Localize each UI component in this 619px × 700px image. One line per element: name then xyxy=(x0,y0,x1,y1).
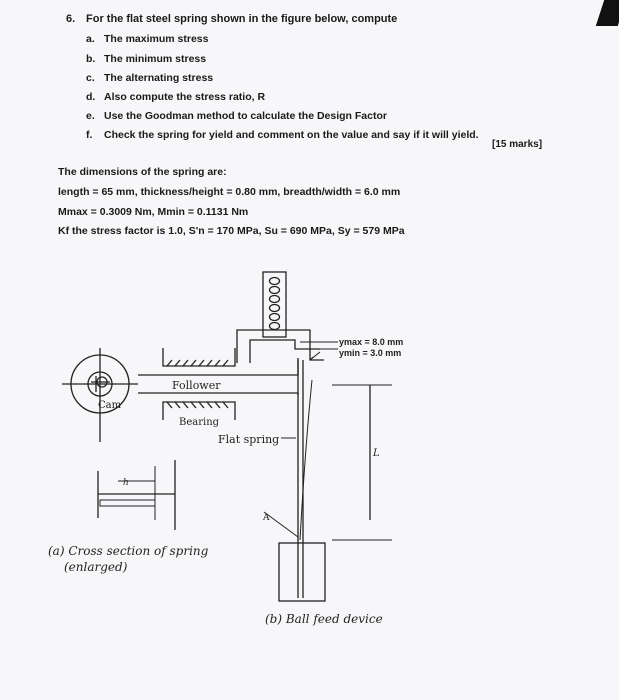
ymax-dimension xyxy=(300,342,338,360)
item-label: d. xyxy=(86,91,96,103)
flat-spring xyxy=(298,360,312,598)
thickness-label: h xyxy=(123,478,129,488)
item-text: Check the spring for yield and comment on the value and say if it will yield. xyxy=(104,129,479,141)
marks-label: [15 marks] xyxy=(492,139,543,150)
ymax-label: ymax = 8.0 mm xyxy=(339,337,404,347)
cam-assembly xyxy=(62,348,138,442)
question-number: 6. xyxy=(66,13,76,25)
item-label: e. xyxy=(86,110,95,122)
dimensions-line-1: length = 65 mm, thickness/height = 0.80 mm, breadth/width = 6.0 mm xyxy=(58,186,401,198)
cross-section xyxy=(98,460,175,530)
ymin-label: ymin = 3.0 mm xyxy=(339,348,402,358)
bearing-top xyxy=(163,348,235,366)
flat-spring-label: Flat spring xyxy=(218,433,280,446)
item-text: The alternating stress xyxy=(104,72,214,84)
item-label: f. xyxy=(86,129,93,141)
section-a-label: A xyxy=(263,513,270,523)
item-text: Also compute the stress ratio, R xyxy=(104,91,266,103)
caption-a-line-1: (a) Cross section of spring xyxy=(48,544,209,558)
item-label: b. xyxy=(86,53,96,65)
ball-chute xyxy=(237,330,324,363)
item-text: The maximum stress xyxy=(104,33,209,45)
base-block xyxy=(279,543,325,601)
item-text: The minimum stress xyxy=(104,53,207,65)
caption-b: (b) Ball feed device xyxy=(265,612,383,626)
cam-label: Cam xyxy=(98,400,122,411)
spring-figure xyxy=(0,240,619,680)
dimensions-line-2: Mmax = 0.3009 Nm, Mmin = 0.1131 Nm xyxy=(58,206,249,218)
coil-spring xyxy=(263,272,286,337)
dimensions-line-3: Kf the stress factor is 1.0, S'n = 170 MPa, Su = 690 MPa, Sy = 579 MPa xyxy=(58,225,405,237)
item-text: Use the Goodman method to calculate the Design Factor xyxy=(104,110,387,122)
dimensions-heading: The dimensions of the spring are: xyxy=(58,166,227,178)
follower-label: Follower xyxy=(172,379,221,392)
question-text: For the flat steel spring shown in the figure below, compute xyxy=(86,13,398,25)
corner-mark xyxy=(596,0,619,26)
length-label: L xyxy=(373,448,380,459)
item-label: a. xyxy=(86,33,95,45)
caption-a-line-2: (enlarged) xyxy=(64,560,128,574)
length-dimension xyxy=(332,385,392,540)
bearing-label: Bearing xyxy=(179,417,220,428)
item-label: c. xyxy=(86,72,95,84)
